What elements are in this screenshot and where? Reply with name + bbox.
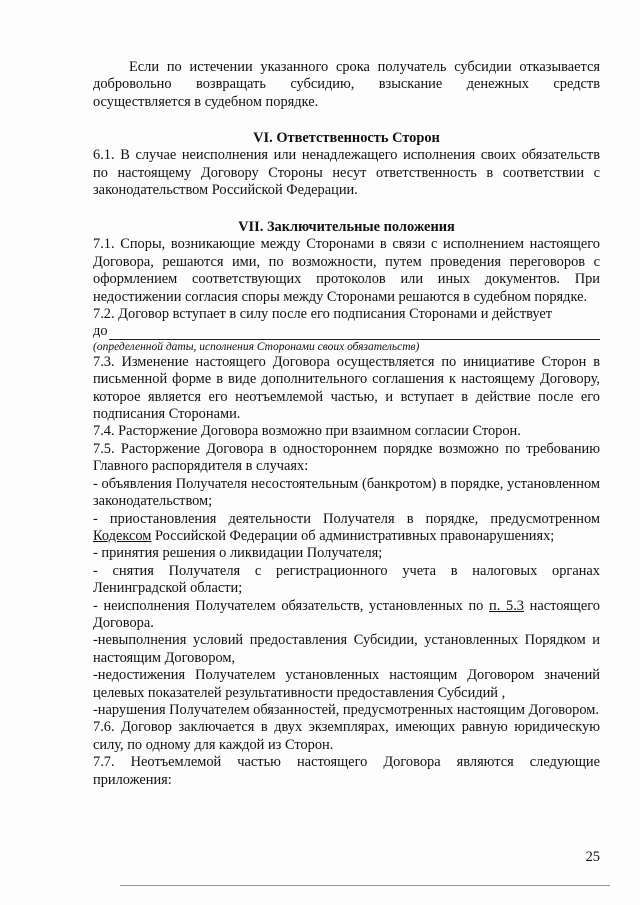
top-line-2: добровольно возвращать субсидию, взыскание денежных средств [93, 76, 600, 93]
bullet-nonfulfillment [93, 598, 600, 633]
section-6-title: VI. Ответственность Сторон [253, 130, 440, 146]
bullet-nonfulfillment-text: - неисполнения Получателем обязательств, установленных по [93, 597, 490, 614]
top-line-3: осуществляется в судебном порядке. [93, 93, 319, 110]
bullet-conditions: -невыполнения условий предоставления Субсидии, установленных Порядком и настоящим Договором, [93, 632, 600, 666]
clause-5-3-link[interactable]: п. 5.3 [489, 597, 524, 614]
clause-7-2: 7.2. Договор вступает в силу после его подписания Сторонами и действует [93, 306, 553, 323]
bullet-suspension-rest: Российской Федерации об административных правонарушениях; [151, 527, 555, 544]
clause-7-7: 7.7. Неотъемлемой частью настоящего Договора являются следующие приложения: [93, 754, 600, 788]
clause-7-1: 7.1. Споры, возникающие между Сторонами в связи с исполнением настоящего Договора, решаются ими, по возможности, путем проведения переговоров с оформлением соответствующих протоколов или иных документов. При недостижении согласия споры между Сторонами решаются в судебном порядке. [93, 236, 600, 305]
bullet-suspension [93, 511, 600, 546]
clause-7-5: 7.5. Расторжение Договора в одностороннем порядке возможно по требованию Главного распорядителя в случаях: [93, 440, 600, 475]
footer-rule [120, 885, 610, 886]
page-number: 25 [585, 849, 600, 865]
clause-7-6: 7.6. Договор заключается в двух экземплярах, имеющих равную юридическую силу, по одному для каждой из Сторон. [93, 719, 600, 753]
until-label: до [93, 323, 108, 340]
section-7 [93, 219, 600, 789]
bullet-nonfulfillment-rest: настоящего Договора. [93, 597, 600, 631]
clause-7-4: 7.4. Расторжение Договора возможно при взаимном согласии Сторон. [93, 423, 521, 440]
bullet-liquidation: - принятия решения о ликвидации Получателя; [93, 545, 383, 562]
bullet-bankruptcy: - объявления Получателя несостоятельным (банкротом) в порядке, установленном законодательством; [93, 475, 600, 510]
code-link[interactable]: Кодексом [93, 527, 152, 544]
section-7-title: VII. Заключительные положения [238, 219, 455, 235]
clause-6-1: 6.1. В случае неисполнения или ненадлежащего исполнения своих обязательств по настоящему Договору Стороны несут ответственность в соответствии с законодательством Российской Федерации. [93, 147, 600, 199]
bullet-duties: -нарушения Получателем обязанностей, предусмотренных настоящим Договором. [93, 701, 599, 718]
clause-7-3: 7.3. Изменение настоящего Договора осуществляется по инициативе Сторон в письменной форме в виде дополнительного соглашения к настоящему Договору, которое является его неотъемлемой частью, и вступает в действие после его подписания Сторонами. [93, 353, 600, 423]
bullet-suspension-text: - приостановления деятельности Получателя в порядке, предусмотренном [93, 510, 600, 527]
section-6 [93, 130, 600, 200]
clause-7-2-note: (определенной даты, исполнения Сторонами своих обязательств) [93, 340, 420, 353]
top-paragraph [93, 59, 600, 111]
top-line-1: Если по истечении указанного срока получатель субсидии отказывается [129, 59, 600, 75]
bullet-indicators: -недостижения Получателем установленных настоящим Договором значений целевых показателей результативности предоставления Субсидий , [93, 667, 600, 701]
bullet-deregistration: - снятия Получателя с регистрационного учета в налоговых органах Ленинградской области; [93, 562, 600, 597]
